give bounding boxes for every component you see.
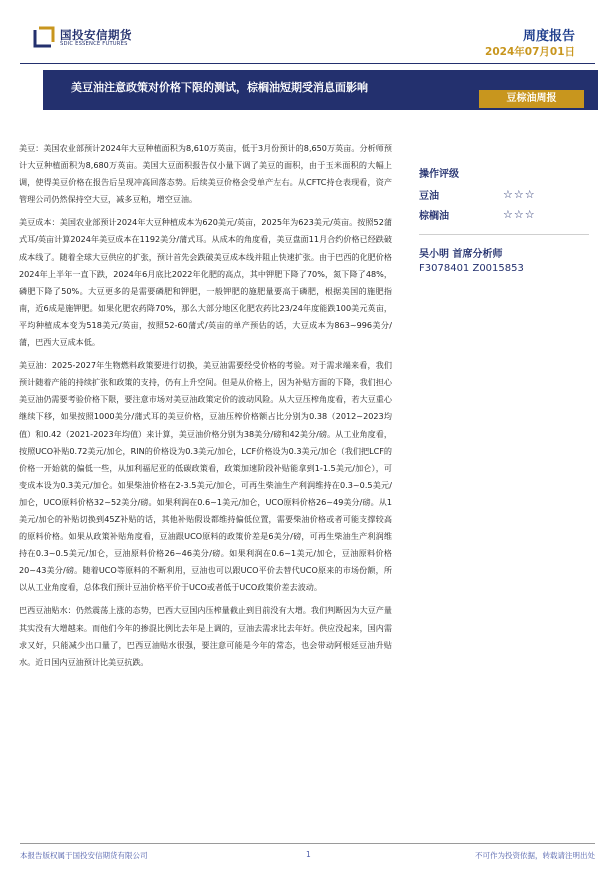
sidebar-divider bbox=[419, 234, 589, 235]
report-body bbox=[19, 140, 392, 677]
copyright-notice: 本报告版权属于国投安信期货有限公司 bbox=[20, 851, 148, 860]
rating-name: 棕榈油 bbox=[419, 210, 449, 222]
disclaimer-notice: 不可作为投资依据，转载请注明出处 bbox=[475, 851, 595, 860]
star-rating-icon: ☆☆☆ bbox=[503, 187, 536, 201]
report-title: 美豆油注意政策对价格下限的测试，棕榈油短期受消息面影响 bbox=[71, 81, 368, 94]
star-rating-icon: ☆☆☆ bbox=[503, 207, 536, 221]
report-category-tag: 豆棕油周报 bbox=[479, 90, 584, 108]
logo-name-en: SDIC ESSENCE FUTURES bbox=[60, 41, 128, 47]
paragraph-soybean-cost: 美豆成本：美国农业部预计2024年大豆种植成本为620美元/英亩，2025年为623美元/英亩。按照52蒲式耳/英亩计算2024年美豆成本在1192美分/蒲式耳。从成本的角度看，美豆盘面11月合约价格已经跌破成本线了。随着全球大豆供应的扩张，预计首先会跌破美豆成本线并阻止快速扩张。由于巴西的化肥价格2024年上半年一直下跌，2024年6月底比2022年化肥的高点，其中钾肥下降了70%，氮下降了48%，磷肥下降了50%。大豆更多的是需要磷肥和钾肥，一般钾肥的施肥量要高于磷肥，根据美国的施肥指南，近6成是施钾肥。如果化肥农药降70%，那么大部分地区化肥农药比23/24年度能跌100美元英亩，平均种植成本变为518美元/英亩，按照52-60蒲式/英亩的单产预估的话，大豆成本为863~996美分/蒲，巴西大豆成本低。 bbox=[19, 217, 392, 348]
rating-title: 操作评级 bbox=[419, 169, 459, 180]
rating-name: 豆油 bbox=[419, 190, 439, 202]
logo bbox=[33, 26, 153, 52]
footer-divider bbox=[20, 843, 595, 844]
company-logo-icon bbox=[33, 26, 55, 48]
page-number: 1 bbox=[306, 850, 311, 859]
logo-name-cn: 国投安信期货 bbox=[60, 28, 132, 42]
rating-row bbox=[419, 204, 594, 224]
report-date: 2024年07月01日 bbox=[485, 46, 575, 58]
analyst-name: 吴小明 首席分析师 bbox=[419, 249, 503, 260]
paragraph-us-soybean: 美豆：美国农业部预计2024年大豆种植面积为8,610万英亩，低于3月份预计的8,650万英亩。分析师预计大豆种植面积为8,680万英亩。美国大豆面积报告仅小量下调了美豆的面积，由于玉米面积的大幅上调，使得美豆价格在报告后呈现冲高回落态势。后续美豆价格会受单产左右。从CFTC持仓表现看，资产管理公司仍然保持空大豆，减多豆粕，增空豆油。 bbox=[19, 143, 392, 205]
sidebar bbox=[419, 165, 594, 281]
paragraph-brazil-premium: 巴西豆油贴水：仍然震荡上涨的态势，巴西大豆国内压榨量截止到目前没有大增。我们判断因为大豆产量其实没有大增越来。而他们今年的掺混比例比去年是上调的，豆油去需求比去年好。供应没起来，国内需求又好，只能减少出口量了，巴西豆油贴水很强，要注意可能是今年的常态，也会带动阿根廷豆油升贴水。近日国内豆油预计比美豆抗跌。 bbox=[19, 605, 392, 667]
paragraph-soybean-oil: 美豆油：2025-2027年生物燃料政策要进行切换，美豆油需要经受价格的考验。对于需求端来看，我们预计随着产能的持续扩张和政策的支持，仍有上升空间。但是从价格上，因为补贴方面的下降，我们担心美豆油仍需要考验价格下限，要注意市场对美豆油政策定价的波动风险。从大豆压榨角度看，若大豆重心继续下移，如果按照1000美分/蒲式耳的美豆价格，豆油压榨价格额占比分别为0.38（2012~2023均值）和0.42（2021-2023年均值）来计算，美豆油价格分别为38美分/磅和42美分/磅。从工业角度看，按照UCO补贴0.72美元/加仑，RIN的价格设为0.3美元/加仑，LCF价格设为0.3美元/加仑（我们把LCF的价格一开始就的偏低一些，从加利福尼亚的低碳政策看，政策加速阶段补贴能拿到1-1.5美元/加仑），可变成本设为0.3美元/加仑。如果柴油价格在2-3.5美元/加仑，可再生柴油生产利润维持在0.3~0.5美元/加仑，UCO原料价格32~52美分/磅。如果利润在0.6~1美元/加仑，UCO原料价格26~49美分/磅。从1美元/加仑的补贴切换到45Z补贴的话，其他补贴假设都维持偏低位置，需要柴油价格或者可能支撑较高的原料价格。如果从政策补贴角度看，豆油跟UCO原料的政策价差是6美分/磅，可再生柴油生产利润维持在0.3~0.5美元/加仑，豆油原料价格26~46美分/磅。如果利润在0.6~1美元/加仑，豆油原料价格20~43美分/磅。随着UCO等原料的不断利用，豆油也可以跟UCO平价去替代UCO原来的市场份额，所以从工业角度看，总体我们预计豆油价格平价于UCO或者低于UCO政策价差去波动。 bbox=[19, 360, 392, 593]
analyst-license: F3078401 Z0015853 bbox=[419, 263, 524, 274]
title-banner bbox=[43, 70, 598, 110]
report-type: 周度报告 bbox=[522, 29, 575, 44]
header-divider bbox=[20, 63, 595, 64]
rating-row bbox=[419, 184, 594, 204]
